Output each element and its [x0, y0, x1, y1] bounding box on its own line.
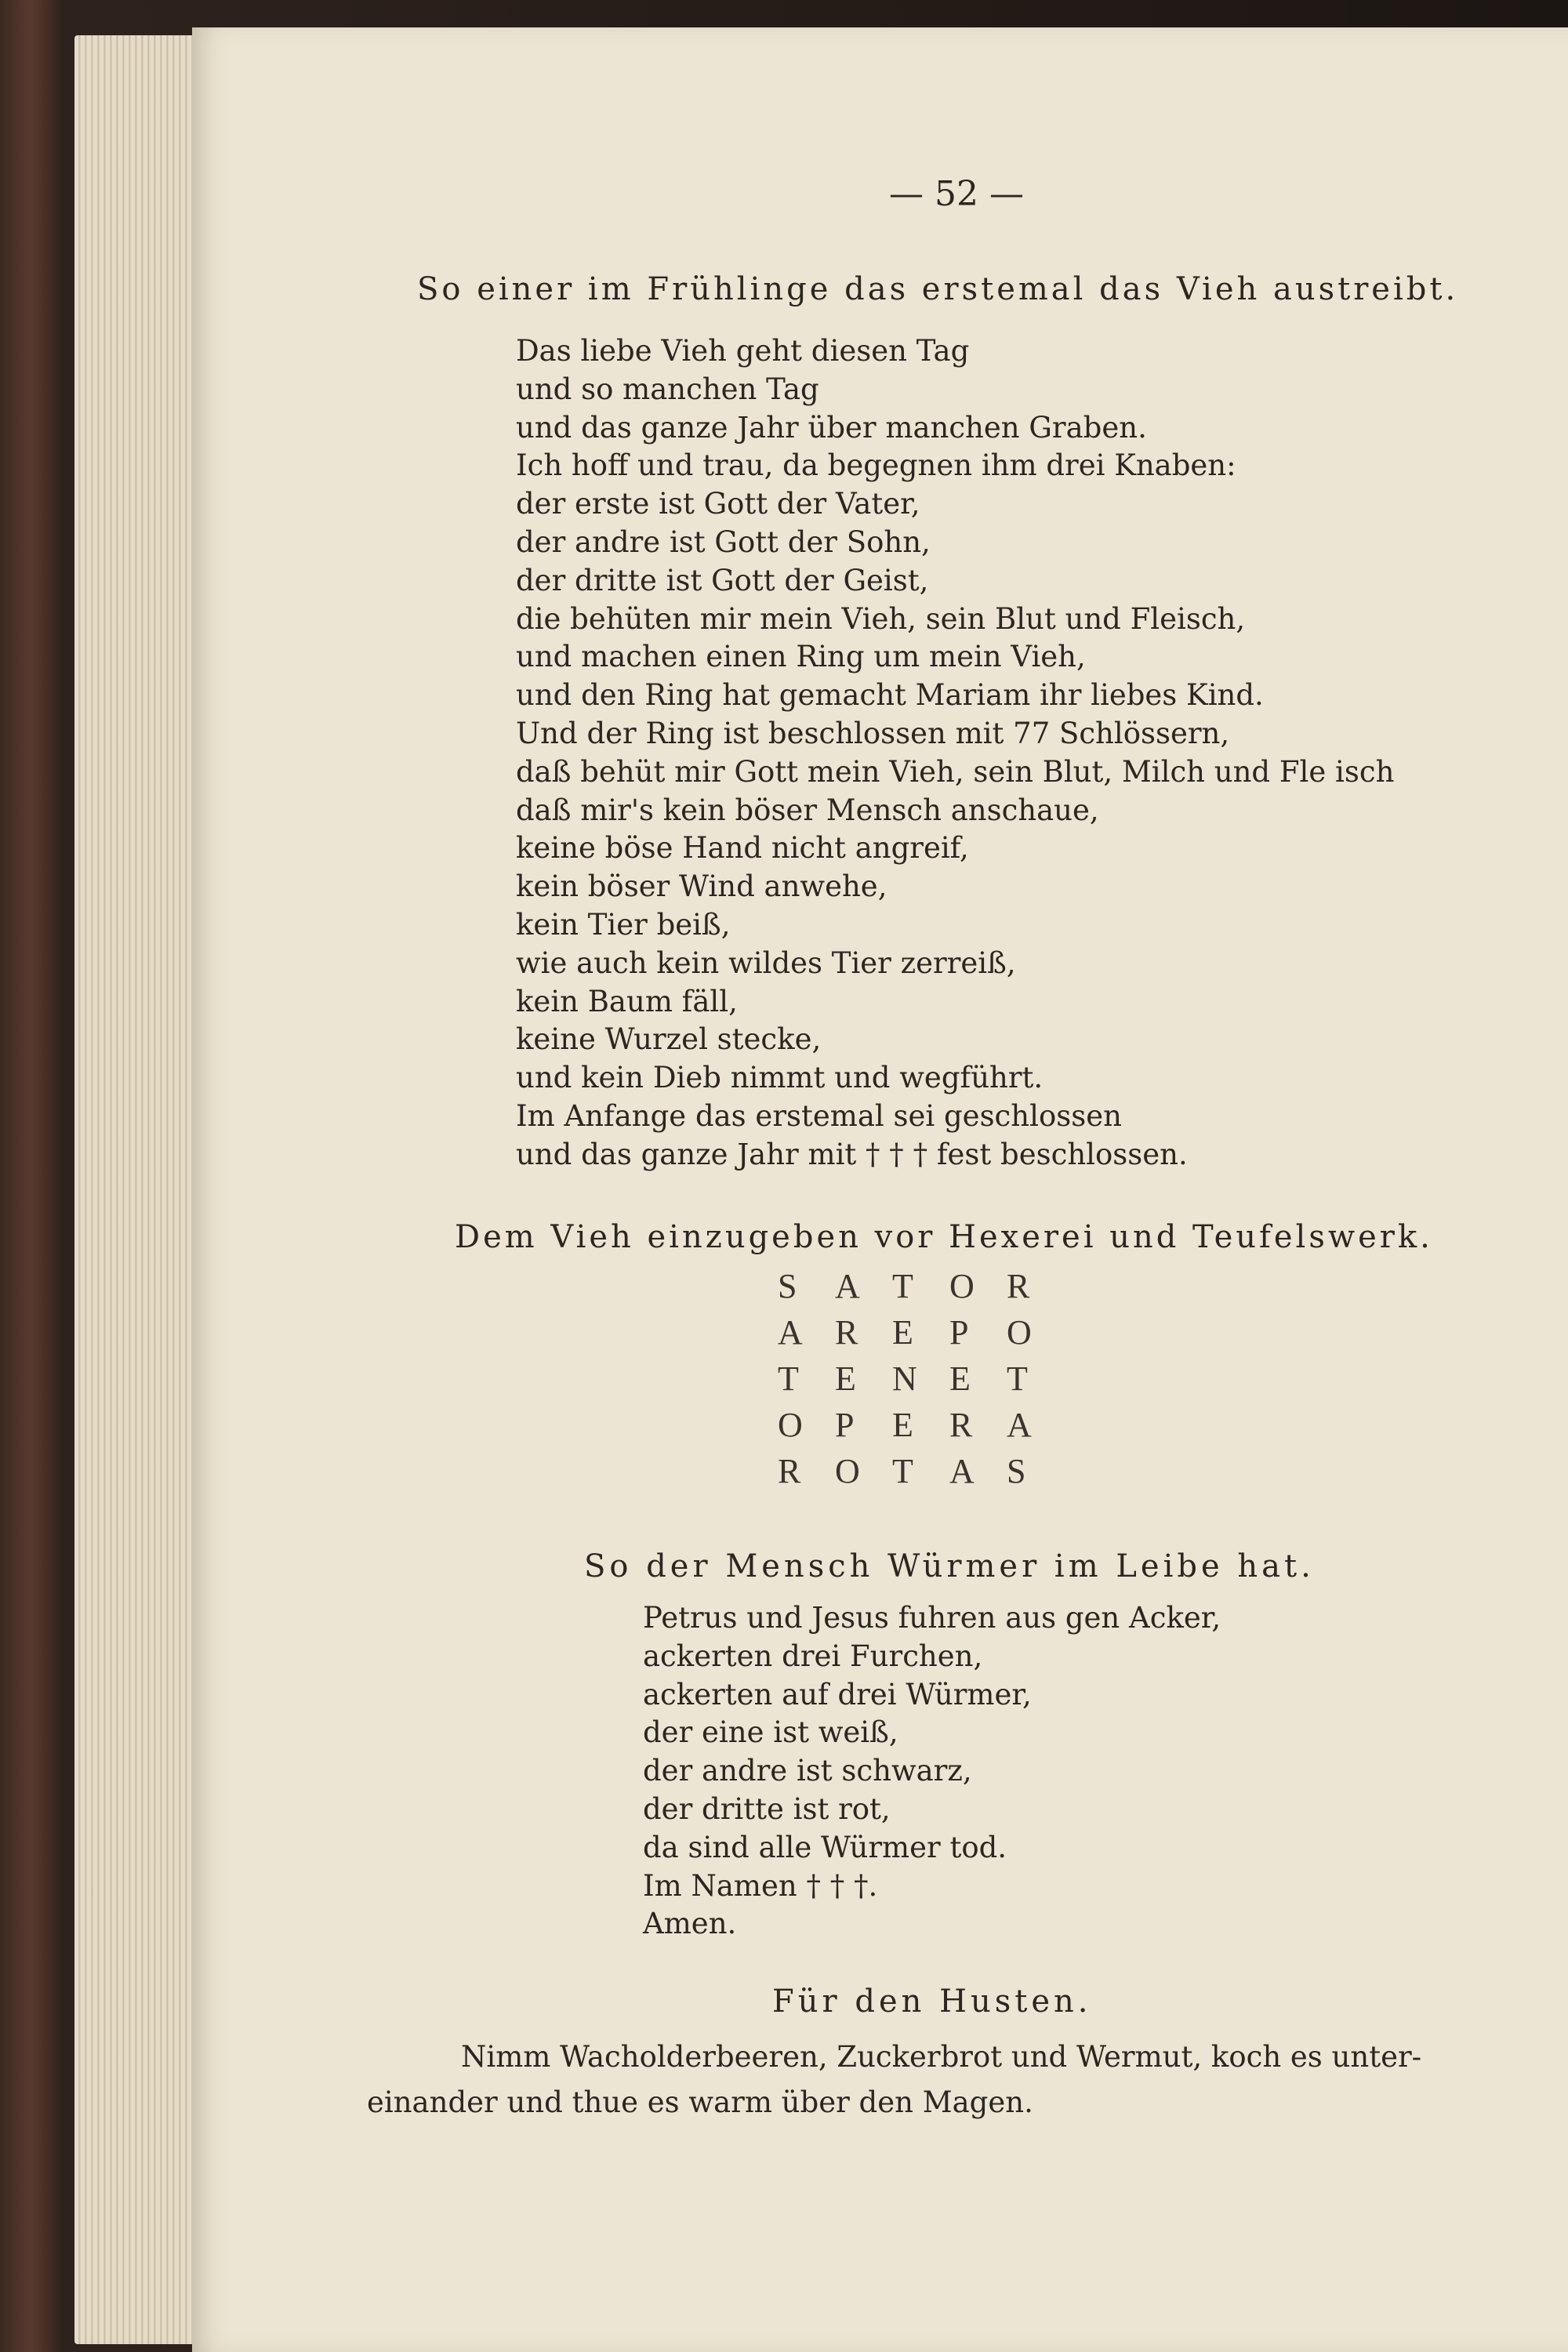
recipe-paragraph	[367, 2034, 1472, 2125]
sator-letter: E	[949, 1359, 971, 1398]
sator-letter: R	[778, 1452, 801, 1490]
verse-line: kein Tier beiß,	[516, 907, 731, 942]
sator-letter: O	[949, 1267, 975, 1305]
sator-letter: O	[835, 1452, 860, 1490]
sator-letter: A	[949, 1452, 975, 1490]
verse-line: Ich hoff und trau, da begegnen ihm drei Knaben:	[516, 448, 1236, 483]
sator-letter: T	[892, 1452, 913, 1490]
verse-line: und den Ring hat gemacht Mariam ihr liebes Kind.	[516, 678, 1264, 713]
sator-letter: A	[835, 1267, 860, 1305]
sator-letter: T	[1007, 1359, 1028, 1398]
verse-line: der andre ist Gott der Sohn,	[516, 524, 931, 559]
verse-line: Petrus und Jesus fuhren aus gen Acker,	[643, 1601, 1221, 1635]
verse-line: Das liebe Vieh geht diesen Tag	[516, 334, 970, 368]
sator-row	[778, 1405, 1064, 1451]
sator-letter: O	[1007, 1313, 1032, 1352]
sator-letter: P	[949, 1313, 969, 1352]
verse-worms	[643, 1599, 1221, 1944]
sator-letter: A	[778, 1313, 803, 1352]
section-heading-cough: Für den Husten.	[772, 1984, 1092, 2020]
sator-letter: T	[778, 1359, 799, 1398]
verse-line: und das ganze Jahr über manchen Graben.	[516, 410, 1147, 445]
verse-line: Im Anfange das erstemal sei geschlossen	[516, 1098, 1122, 1133]
verse-line: und machen einen Ring um mein Vieh,	[516, 640, 1086, 674]
section-heading-hexerei: Dem Vieh einzugeben vor Hexerei und Teufelswerk.	[455, 1219, 1433, 1255]
sator-letter: P	[835, 1406, 855, 1444]
paragraph-line: Nimm Wacholderbeeren, Zuckerbrot und Wermut, koch es unter-	[461, 2040, 1422, 2074]
verse-line: der andre ist schwarz,	[643, 1754, 972, 1788]
sator-letter: S	[778, 1267, 797, 1305]
sator-letter: S	[1007, 1452, 1026, 1490]
verse-line: wie auch kein wildes Tier zerreiß,	[516, 946, 1016, 980]
verse-line: daß behüt mir Gott mein Vieh, sein Blut, Milch und Fle isch	[516, 754, 1395, 789]
verse-line: ackerten drei Furchen,	[643, 1639, 983, 1673]
verse-line: und kein Dieb nimmt und wegführt.	[516, 1061, 1044, 1095]
verse-line: Amen.	[643, 1907, 737, 1941]
page-number: — 52 —	[889, 174, 1024, 214]
verse-line: die behüten mir mein Vieh, sein Blut und Fleisch,	[516, 601, 1246, 636]
verse-line: der dritte ist rot,	[643, 1791, 891, 1826]
section-heading-worms: So der Mensch Würmer im Leibe hat.	[584, 1548, 1315, 1584]
sator-row	[778, 1359, 1064, 1405]
sator-letter: E	[892, 1313, 913, 1352]
sator-row	[778, 1266, 1064, 1312]
verse-cattle-drive	[516, 332, 1394, 1174]
verse-line: da sind alle Würmer tod.	[643, 1830, 1007, 1864]
verse-line: und so manchen Tag	[516, 372, 819, 406]
section-heading-cattle-drive: So einer im Frühlinge das erstemal das Vieh austreibt.	[417, 271, 1459, 307]
paragraph-line: einander und thue es warm über den Magen.	[367, 2085, 1033, 2119]
verse-line: der erste ist Gott der Vater,	[516, 487, 920, 521]
sator-letter: R	[835, 1313, 858, 1352]
verse-line: kein Baum fäll,	[516, 984, 738, 1018]
sator-row	[778, 1312, 1064, 1359]
sator-letter: N	[892, 1359, 917, 1398]
verse-line: Und der Ring ist beschlossen mit 77 Schlössern,	[516, 716, 1230, 750]
verse-line: ackerten auf drei Würmer,	[643, 1677, 1032, 1711]
sator-letter: R	[949, 1406, 973, 1444]
verse-line: keine Wurzel stecke,	[516, 1022, 822, 1057]
verse-line: kein böser Wind anwehe,	[516, 869, 887, 904]
sator-letter: O	[778, 1406, 803, 1444]
sator-letter: T	[892, 1267, 913, 1305]
verse-line: der dritte ist Gott der Geist,	[516, 563, 929, 597]
sator-letter: E	[835, 1359, 856, 1398]
sator-row	[778, 1451, 1064, 1497]
verse-line: Im Namen † † †.	[643, 1868, 878, 1903]
verse-line: und das ganze Jahr mit † † † fest beschlossen.	[516, 1137, 1188, 1171]
sator-letter: R	[1007, 1267, 1030, 1305]
verse-line: der eine ist weiß,	[643, 1715, 898, 1750]
sator-letter: E	[892, 1406, 913, 1444]
sator-square	[778, 1266, 1064, 1497]
verse-line: daß mir's kein böser Mensch anschaue,	[516, 793, 1099, 827]
sator-letter: A	[1007, 1406, 1032, 1444]
verse-line: keine böse Hand nicht angreif,	[516, 831, 969, 866]
